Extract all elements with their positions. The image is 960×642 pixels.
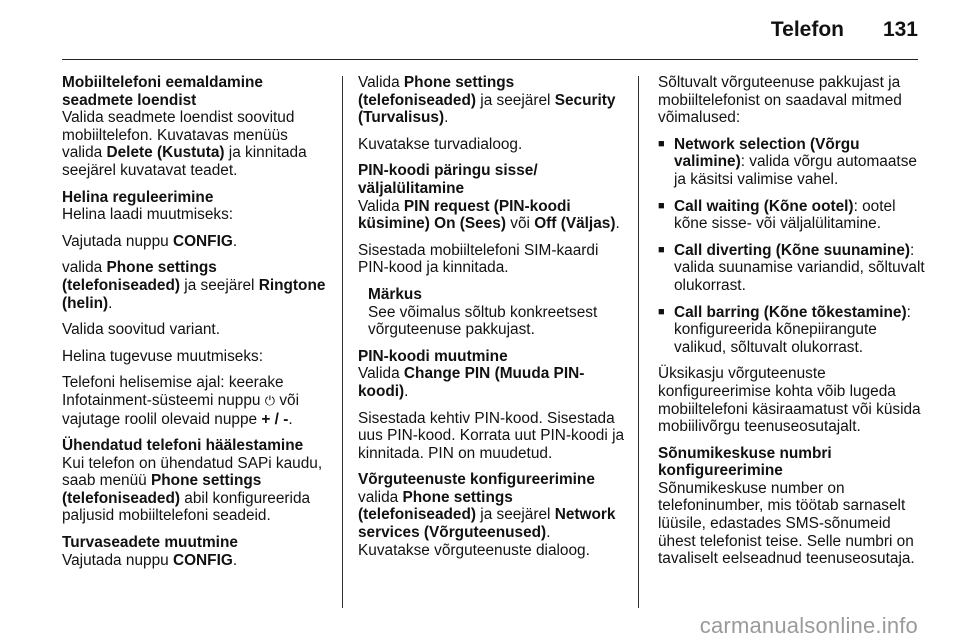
section-heading: PIN-koodi muutmine	[358, 347, 508, 365]
section-heading: Ühendatud telefoni häälestamine	[62, 437, 304, 455]
list-item: ■ Call barring (Kõne tõkestamine): konfigureerida kõnepiirangute valikud, sõltuvalt olukorrast.	[658, 304, 928, 357]
section-phone-settings: Ühendatud telefoni häälestamine Kui telefon on ühendatud SAPi kaudu, saab menüü Phone settings (telefoniseaded) abil konfigureerida paljusid mobiiltelefoni seadeid.	[62, 437, 330, 525]
header-rule	[62, 59, 918, 60]
paragraph: Valida Phone settings (telefoniseaded) ja seejärel Security (Turvalisus).	[358, 74, 616, 127]
column-left	[62, 74, 330, 578]
column-right	[658, 74, 928, 577]
paragraph: Sisestada kehtiv PIN-kood. Sisestada uus PIN-kood. Korrata uut PIN-koodi ja kinnitada. PIN on muudetud.	[358, 409, 625, 462]
page-header	[62, 16, 918, 46]
paragraph: Sõltuvalt võrguteenuse pakkujast ja mobiiltelefonist on saadaval mitmed võimalused:	[658, 74, 902, 127]
section-heading: Helina reguleerimine	[62, 188, 214, 206]
list-item: ■ Network selection (Võrgu valimine): valida võrgu automaatse ja käsitsi valimise vahel.	[658, 136, 928, 189]
paragraph: Üksikasju võrguteenuste konfigureerimise kohta võib lugeda mobiiltelefoni käsiraamatust või küsida mobiilivõrgu teenuseosutajalt.	[658, 365, 921, 436]
section-message-center: Sõnumikeskuse numbri konfigureerimine Sõnumikeskuse number on telefoninumber, mis töötab sarnaselt lüüsile, edastades SMS-sõnumeid ühest telefonist teise. Selle numbri on tavaliselt eelseadnud teenuseosutaja.	[658, 445, 928, 568]
column-divider	[638, 76, 639, 608]
section-ringtone: Helina reguleerimine Helina laadi muutmiseks:	[62, 189, 330, 224]
section-heading: Võrguteenuste konfigureerimine	[358, 471, 595, 489]
paragraph: valida Phone settings (telefoniseaded) ja seejärel Ringtone (helin).	[62, 259, 326, 312]
section-heading: Sõnumikeskuse numbri konfigureerimine	[658, 444, 832, 480]
paragraph: Sisestada mobiiltelefoni SIM-kaardi PIN-kood ja kinnitada.	[358, 241, 599, 277]
list-item: ■ Call diverting (Kõne suunamine): valida suunamise variandid, sõltuvalt olukorrast.	[658, 242, 928, 295]
section-change-pin: PIN-koodi muutmine Valida Change PIN (Muuda PIN-koodi).	[358, 348, 626, 401]
paragraph: Telefoni helisemise ajal: keerake Infotainment-süsteemi nuppu ⏻ või vajutage roolil olevaid nuppe + / -.	[62, 374, 300, 428]
paragraph: Kuvatakse turvadialoog.	[358, 135, 523, 153]
page-number: 131	[882, 18, 918, 41]
paragraph: Helina tugevuse muutmiseks:	[62, 347, 264, 365]
section-heading: PIN-koodi päringu sisse/ väljalülitamine	[358, 162, 538, 197]
note-heading: Märkus	[368, 285, 422, 303]
paragraph: Valida soovitud variant.	[62, 321, 220, 339]
section-heading: Turvaseadete muutmine	[62, 534, 238, 552]
column-divider	[342, 76, 343, 608]
section-remove-phone: Mobiiltelefoni eemaldamine seadmete loendist Valida seadmete loendist soovitud mobiiltelefon. Kuvatavas menüüs valida Delete (Kustuta) ja kinnitada seejärel kuvatavat teadet.	[62, 74, 330, 180]
paragraph: Vajutada nuppu CONFIG.	[62, 232, 238, 250]
power-knob-icon: ⏻	[264, 393, 276, 409]
section-heading: Mobiiltelefoni eemaldamine seadmete loendist	[62, 74, 263, 109]
column-middle	[358, 74, 626, 568]
note-box: Märkus See võimalus sõltub konkreetsest võrguteenuse pakkujast.	[368, 286, 626, 339]
network-options-list	[658, 136, 928, 357]
watermark: carmanualsonline.info	[699, 613, 918, 638]
section-pin-request: PIN-koodi päringu sisse/ väljalülitamine Valida PIN request (PIN-koodi küsimine) On (Sees) või Off (Väljas).	[358, 162, 626, 232]
page-title: Telefon	[770, 18, 844, 41]
section-security: Turvaseadete muutmine Vajutada nuppu CONFIG.	[62, 534, 330, 569]
section-network-services: Võrguteenuste konfigureerimine valida Phone settings (telefoniseaded) ja seejärel Network services (Võrguteenused). Kuvatakse võrguteenuste dialoog.	[358, 471, 626, 559]
list-item: ■ Call waiting (Kõne ootel): ootel kõne sisse- või väljalülitamine.	[658, 198, 928, 233]
